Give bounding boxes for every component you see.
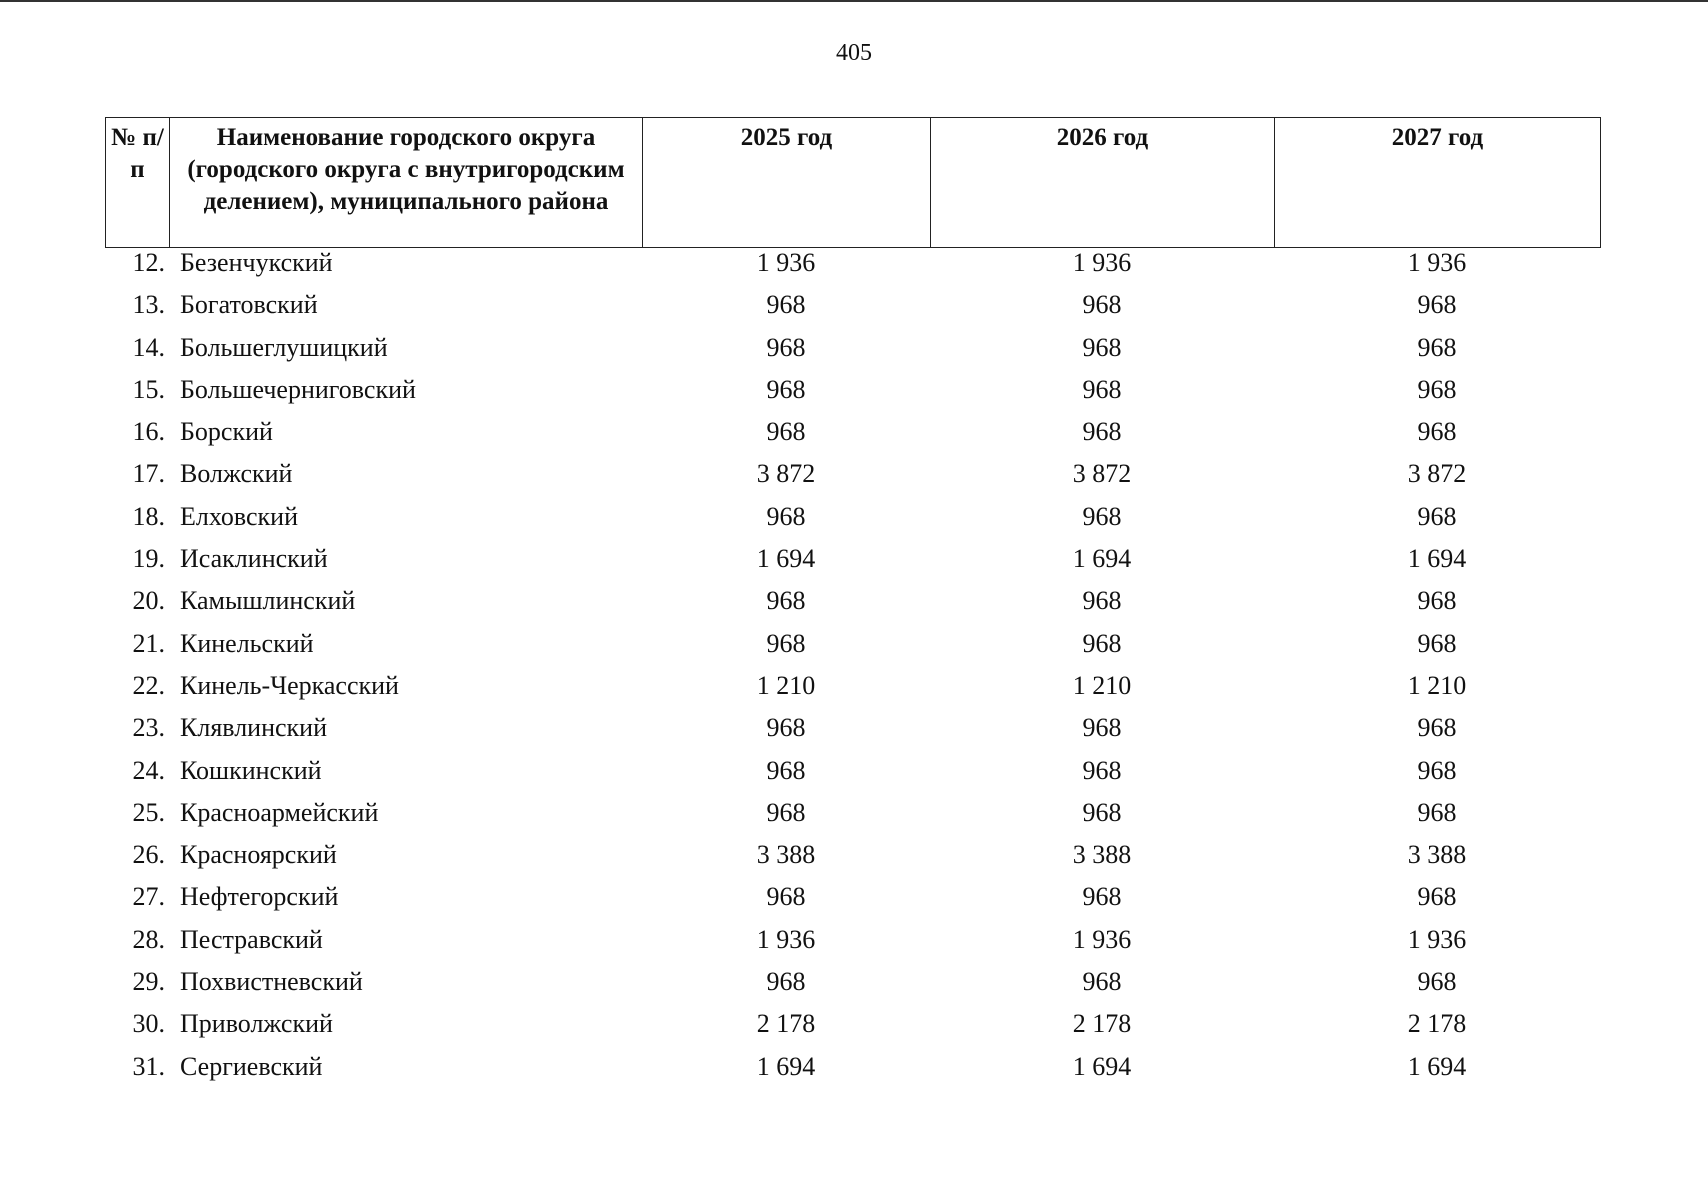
table-row [105, 925, 1600, 967]
value-2027: 1 936 [1407, 924, 1467, 954]
row-name: Пестравский [180, 924, 323, 954]
value-2026: 968 [1082, 332, 1122, 362]
header-2027: 2027 год [1275, 118, 1601, 248]
table-row [105, 375, 1600, 417]
table-row [105, 459, 1600, 501]
row-number: 29. [132, 967, 165, 997]
row-name: Елховский [180, 501, 298, 531]
value-2026: 1 694 [1072, 544, 1132, 574]
table-row [105, 586, 1600, 628]
row-name: Безенчукский [180, 248, 333, 277]
table-row [105, 248, 1600, 290]
value-2027: 968 [1417, 628, 1457, 658]
header-num: № п/п [106, 118, 170, 248]
value-2026: 1 936 [1072, 248, 1132, 277]
table-row [105, 1052, 1600, 1094]
row-number: 22. [132, 670, 165, 700]
row-number: 20. [132, 586, 165, 616]
value-2025: 968 [766, 755, 806, 785]
value-2027: 968 [1417, 882, 1457, 912]
table-row [105, 502, 1600, 544]
value-2025: 1 936 [756, 248, 816, 277]
top-border-line [0, 0, 1708, 2]
value-2025: 2 178 [756, 1009, 816, 1039]
value-2027: 968 [1417, 290, 1457, 320]
value-2025: 1 210 [756, 670, 816, 700]
row-number: 12. [132, 248, 165, 277]
value-2027: 968 [1417, 501, 1457, 531]
header-2025: 2025 год [643, 118, 931, 248]
row-number: 19. [132, 544, 165, 574]
value-2025: 968 [766, 797, 806, 827]
value-2025: 1 694 [756, 1051, 816, 1081]
value-2027: 968 [1417, 374, 1457, 404]
table-row [105, 967, 1600, 1009]
row-number: 23. [132, 713, 165, 743]
table-row [105, 1009, 1600, 1051]
value-2026: 1 694 [1072, 1051, 1132, 1081]
value-2027: 968 [1417, 332, 1457, 362]
row-name: Похвистневский [180, 967, 363, 997]
value-2027: 1 694 [1407, 1051, 1467, 1081]
table-row [105, 333, 1600, 375]
row-number: 25. [132, 797, 165, 827]
value-2025: 1 694 [756, 544, 816, 574]
value-2025: 968 [766, 417, 806, 447]
value-2026: 1 936 [1072, 924, 1132, 954]
row-name: Исаклинский [180, 544, 328, 574]
header-2026: 2026 год [931, 118, 1275, 248]
table-row [105, 713, 1600, 755]
row-number: 31. [132, 1051, 165, 1081]
row-number: 26. [132, 840, 165, 870]
value-2026: 968 [1082, 755, 1122, 785]
header-row [106, 118, 1601, 248]
value-2026: 968 [1082, 374, 1122, 404]
value-2025: 968 [766, 967, 806, 997]
value-2027: 2 178 [1407, 1009, 1467, 1039]
row-name: Волжский [180, 459, 293, 489]
value-2027: 968 [1417, 755, 1457, 785]
row-number: 13. [132, 290, 165, 320]
row-name: Сергиевский [180, 1051, 323, 1081]
value-2026: 2 178 [1072, 1009, 1132, 1039]
row-number: 16. [132, 417, 165, 447]
value-2026: 3 872 [1072, 459, 1132, 489]
table-row [105, 756, 1600, 798]
row-number: 27. [132, 882, 165, 912]
row-number: 14. [132, 332, 165, 362]
table-body [105, 248, 1600, 1094]
value-2025: 968 [766, 882, 806, 912]
table-row [105, 290, 1600, 332]
value-2027: 968 [1417, 797, 1457, 827]
value-2026: 968 [1082, 290, 1122, 320]
row-number: 18. [132, 501, 165, 531]
value-2027: 1 936 [1407, 248, 1467, 277]
row-name: Кошкинский [180, 755, 322, 785]
value-2025: 968 [766, 374, 806, 404]
value-2025: 3 872 [756, 459, 816, 489]
value-2027: 968 [1417, 586, 1457, 616]
table-row [105, 417, 1600, 459]
table-row [105, 882, 1600, 924]
value-2026: 968 [1082, 713, 1122, 743]
table-row [105, 840, 1600, 882]
value-2025: 968 [766, 501, 806, 531]
value-2027: 3 388 [1407, 840, 1467, 870]
row-number: 30. [132, 1009, 165, 1039]
value-2027: 968 [1417, 713, 1457, 743]
value-2026: 968 [1082, 501, 1122, 531]
value-2025: 968 [766, 628, 806, 658]
row-name: Красноармейский [180, 797, 379, 827]
row-name: Большеглушицкий [180, 332, 388, 362]
row-number: 15. [132, 374, 165, 404]
table-header [105, 117, 1601, 248]
row-name: Клявлинский [180, 713, 328, 743]
row-name: Приволжский [180, 1009, 333, 1039]
table-row [105, 544, 1600, 586]
row-number: 24. [132, 755, 165, 785]
value-2026: 968 [1082, 967, 1122, 997]
row-name: Нефтегорский [180, 882, 339, 912]
value-2026: 1 210 [1072, 670, 1132, 700]
value-2026: 968 [1082, 797, 1122, 827]
table-row [105, 798, 1600, 840]
value-2026: 968 [1082, 628, 1122, 658]
value-2026: 3 388 [1072, 840, 1132, 870]
row-name: Большечерниговский [180, 374, 416, 404]
value-2026: 968 [1082, 586, 1122, 616]
header-name: Наименование городского округа (городского округа с внутригородским делением), муниципального района [170, 118, 643, 248]
value-2025: 3 388 [756, 840, 816, 870]
row-name: Кинель-Черкасский [180, 670, 399, 700]
row-name: Борский [180, 417, 273, 447]
value-2027: 3 872 [1407, 459, 1467, 489]
value-2026: 968 [1082, 417, 1122, 447]
row-name: Красноярский [180, 840, 337, 870]
value-2027: 1 210 [1407, 670, 1467, 700]
value-2025: 968 [766, 713, 806, 743]
row-name: Богатовский [180, 290, 318, 320]
row-number: 21. [132, 628, 165, 658]
row-name: Камышлинский [180, 586, 356, 616]
value-2027: 1 694 [1407, 544, 1467, 574]
table-row [105, 671, 1600, 713]
row-number: 17. [132, 459, 165, 489]
value-2027: 968 [1417, 967, 1457, 997]
value-2025: 968 [766, 332, 806, 362]
value-2025: 968 [766, 586, 806, 616]
value-2025: 968 [766, 290, 806, 320]
row-name: Кинельский [180, 628, 314, 658]
value-2025: 1 936 [756, 924, 816, 954]
table-row [105, 629, 1600, 671]
page-number: 405 [836, 40, 872, 66]
value-2026: 968 [1082, 882, 1122, 912]
row-number: 28. [132, 924, 165, 954]
value-2027: 968 [1417, 417, 1457, 447]
